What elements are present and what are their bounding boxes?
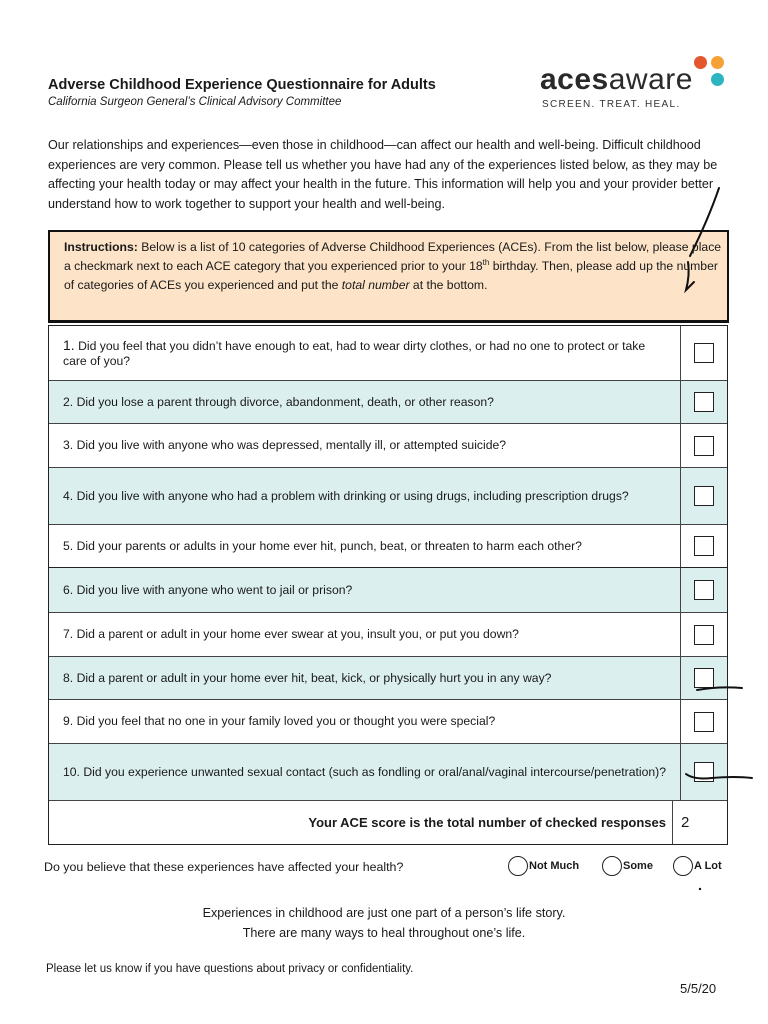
question-text	[49, 657, 681, 699]
ace-question-table	[48, 325, 728, 845]
not-much-radio[interactable]	[508, 856, 528, 876]
instructions-label: Instructions:	[64, 240, 138, 254]
question-text	[49, 700, 681, 743]
question-4-checkbox[interactable]	[694, 486, 714, 506]
closing-line-2: There are many ways to heal throughout one’s life.	[242, 926, 526, 940]
question-label: Did a parent or adult in your home ever swear at you, insult you, or put you down?	[76, 627, 519, 641]
health-question: Do you believe that these experiences have affected your health?	[44, 860, 404, 874]
question-number: 6.	[63, 582, 74, 597]
question-5-checkbox[interactable]	[694, 536, 714, 556]
question-text	[49, 525, 681, 567]
option-label: Some	[623, 860, 653, 872]
option-not-much[interactable]	[508, 856, 579, 876]
question-label: Did you feel that no one in your family loved you or thought you were special?	[76, 714, 496, 728]
question-number: 9.	[63, 714, 74, 728]
logo-dot-orange	[711, 56, 724, 69]
ace-score-label: Your ACE score is the total number of checked responses	[49, 801, 673, 844]
instructions-box	[48, 230, 729, 323]
question-row-2	[49, 381, 727, 424]
question-label: Did you lose a parent through divorce, abandonment, death, or other reason?	[76, 394, 494, 409]
closing-line-1: Experiences in childhood are just one part of a person’s life story.	[202, 906, 566, 920]
question-row-7	[49, 613, 727, 657]
pen-dot	[699, 888, 701, 890]
question-label: Did you live with anyone who was depressed, mentally ill, or attempted suicide?	[76, 438, 507, 452]
question-label: Did your parents or adults in your home ever hit, punch, beat, or threaten to harm each other?	[76, 538, 582, 553]
privacy-note: Please let us know if you have questions about privacy or confidentiality.	[46, 963, 414, 975]
question-label: Did you live with anyone who went to jail or prison?	[76, 582, 353, 597]
logo-dot-red	[694, 56, 707, 69]
question-number: 3.	[63, 438, 74, 452]
logo-word-aces: aces	[540, 63, 609, 96]
aces-aware-logo	[540, 52, 740, 114]
question-row-1	[49, 325, 727, 381]
logo-tagline: SCREEN. TREAT. HEAL.	[542, 99, 681, 110]
some-radio[interactable]	[602, 856, 622, 876]
instructions-text-1: Below is a list of 10 categories of Adverse Childhood Experiences (ACEs). From the list below, please place a checkmark next to each ACE category that you experienced prior to your 18	[64, 240, 722, 273]
question-text	[49, 613, 681, 656]
question-10-checkbox[interactable]	[694, 762, 714, 782]
option-label: Not Much	[529, 860, 580, 872]
ace-score-row	[49, 801, 727, 845]
question-text	[49, 326, 681, 380]
question-row-8	[49, 657, 727, 700]
question-number: 5.	[63, 538, 74, 553]
question-row-9	[49, 700, 727, 744]
a-lot-radio[interactable]	[673, 856, 693, 876]
question-8-checkbox[interactable]	[694, 668, 714, 688]
instructions-text-2: birthday. Then, please add up the number of categories of ACEs you experienced and put the	[64, 259, 718, 292]
logo-word-aware: aware	[608, 63, 693, 96]
question-number: 10.	[63, 764, 80, 779]
question-text	[49, 568, 681, 612]
question-number: 8.	[63, 670, 74, 685]
option-label: A Lot	[694, 860, 722, 872]
question-1-checkbox[interactable]	[694, 343, 714, 363]
question-row-3	[49, 424, 727, 468]
question-row-5	[49, 525, 727, 568]
instructions-emphasis: total number	[341, 278, 410, 292]
closing-message	[0, 903, 768, 943]
question-number: 7.	[63, 627, 74, 641]
question-label: Did you feel that you didn’t have enough to eat, had to wear dirty clothes, or had no one to protect or take care of you?	[63, 338, 646, 368]
intro-paragraph: Our relationships and experiences—even those in childhood—can affect our health and well-being. Difficult childhood experiences are very common. Please tell us whether you have had any of the experiences listed below, as they may be affecting your health today or may affect your health in the future. This information will help you and your provider better understand how to work together to support your health and well-being.	[48, 138, 718, 211]
logo-wordmark	[540, 64, 693, 96]
question-number: 1.	[63, 336, 75, 353]
form-subtitle: California Surgeon General’s Clinical Advisory Committee	[48, 96, 342, 108]
instructions-sup: th	[482, 257, 490, 267]
instructions-text-3: at the bottom.	[409, 278, 488, 292]
question-label: Did you live with anyone who had a problem with drinking or using drugs, including prescription drugs?	[76, 488, 629, 503]
question-number: 2.	[63, 394, 74, 409]
question-row-10	[49, 744, 727, 801]
option-a-lot[interactable]	[673, 856, 722, 876]
question-text	[49, 381, 681, 423]
question-row-6	[49, 568, 727, 613]
question-7-checkbox[interactable]	[694, 625, 714, 645]
logo-dot-teal	[711, 73, 724, 86]
question-6-checkbox[interactable]	[694, 580, 714, 600]
question-text	[49, 424, 681, 467]
question-label: Did you experience unwanted sexual contact (such as fondling or oral/anal/vaginal intercourse/penetration)?	[83, 764, 666, 779]
question-label: Did a parent or adult in your home ever hit, beat, kick, or physically hurt you in any way?	[76, 670, 552, 685]
question-number: 4.	[63, 488, 74, 503]
ace-score-value[interactable]: 2	[681, 814, 690, 831]
question-2-checkbox[interactable]	[694, 392, 714, 412]
question-row-4	[49, 468, 727, 525]
question-9-checkbox[interactable]	[694, 712, 714, 732]
question-3-checkbox[interactable]	[694, 436, 714, 456]
form-date: 5/5/20	[680, 981, 717, 996]
question-text	[49, 744, 681, 800]
form-title: Adverse Childhood Experience Questionnaire for Adults	[48, 77, 436, 93]
question-text	[49, 468, 681, 524]
option-some[interactable]	[602, 856, 653, 876]
